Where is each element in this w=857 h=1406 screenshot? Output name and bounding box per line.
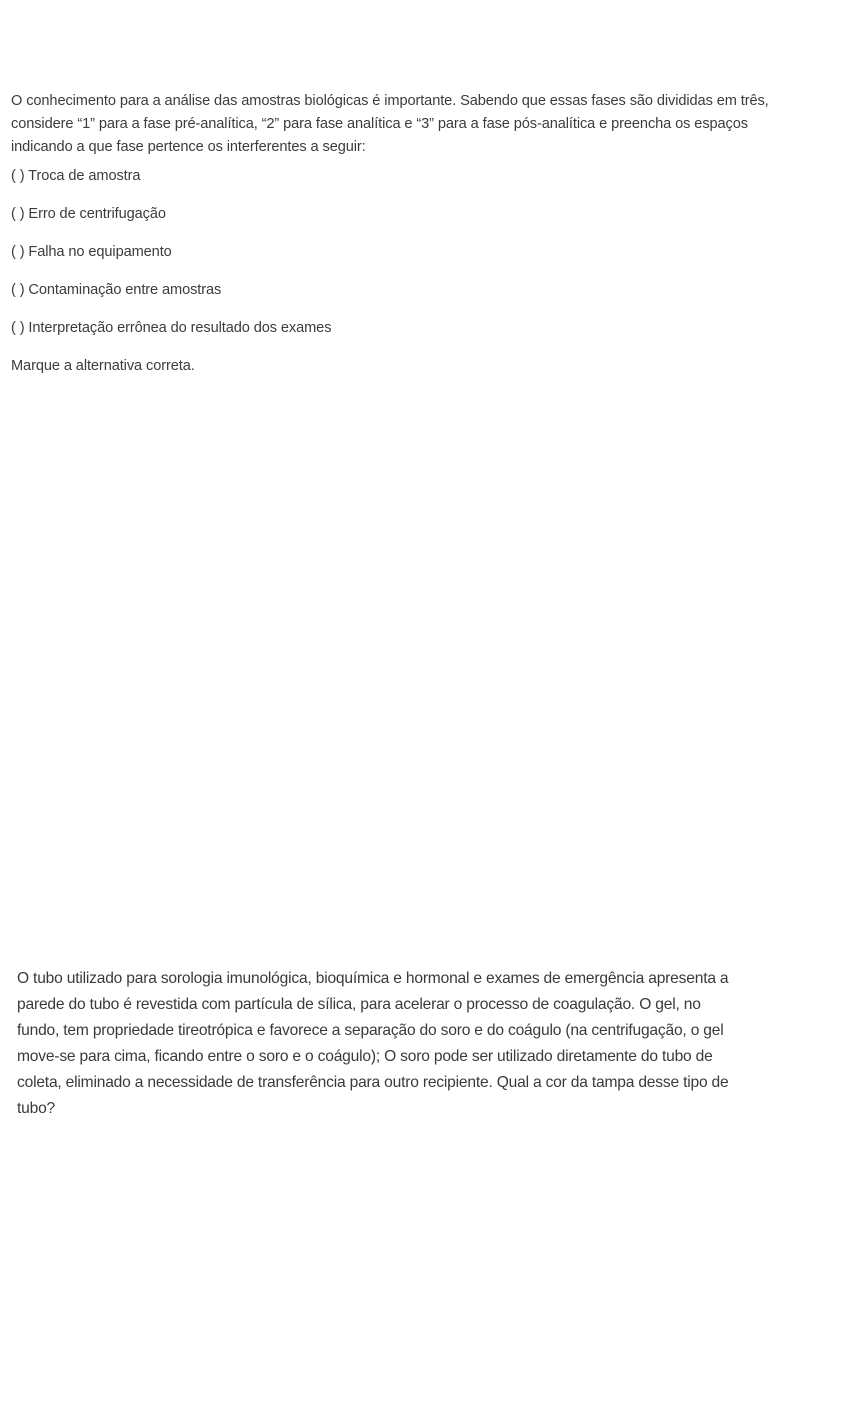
question-2 [17, 966, 737, 1122]
question-1-statement: O conhecimento para a análise das amostras biológicas é importante. Sabendo que essas fases são divididas em três, considere “1” para a fase pré-analítica, “2” para fase analítica e “3” para a fase pós-analítica e preencha os espaços indicando a que fase pertence os interferentes a seguir: [11, 93, 769, 155]
interferent-item-2: ( ) Erro de centrifugação [11, 206, 166, 222]
question-2-statement: O tubo utilizado para sorologia imunológica, bioquímica e hormonal e exames de emergência apresenta a parede do tubo é revestida com partícula de sílica, para acelerar o processo de coagulação. O gel, no fundo, tem propriedade tireotrópica e favorece a separação do soro e do coágulo (na centrifugação, o gel move-se para cima, ficando entre o soro e o coágulo); O soro pode ser utilizado diretamente do tubo de coleta, eliminado a necessidade de transferência para outro recipiente. Qual a cor da tampa desse tipo de tubo? [17, 970, 729, 1117]
interferent-item-3: ( ) Falha no equipamento [11, 244, 172, 260]
question-1 [11, 90, 771, 378]
interferent-item-5: ( ) Interpretação errônea do resultado dos exames [11, 320, 332, 336]
interferent-item-4: ( ) Contaminação entre amostras [11, 282, 222, 298]
interferent-item-1: ( ) Troca de amostra [11, 168, 141, 184]
question-1-prompt: Marque a alternativa correta. [11, 358, 195, 374]
